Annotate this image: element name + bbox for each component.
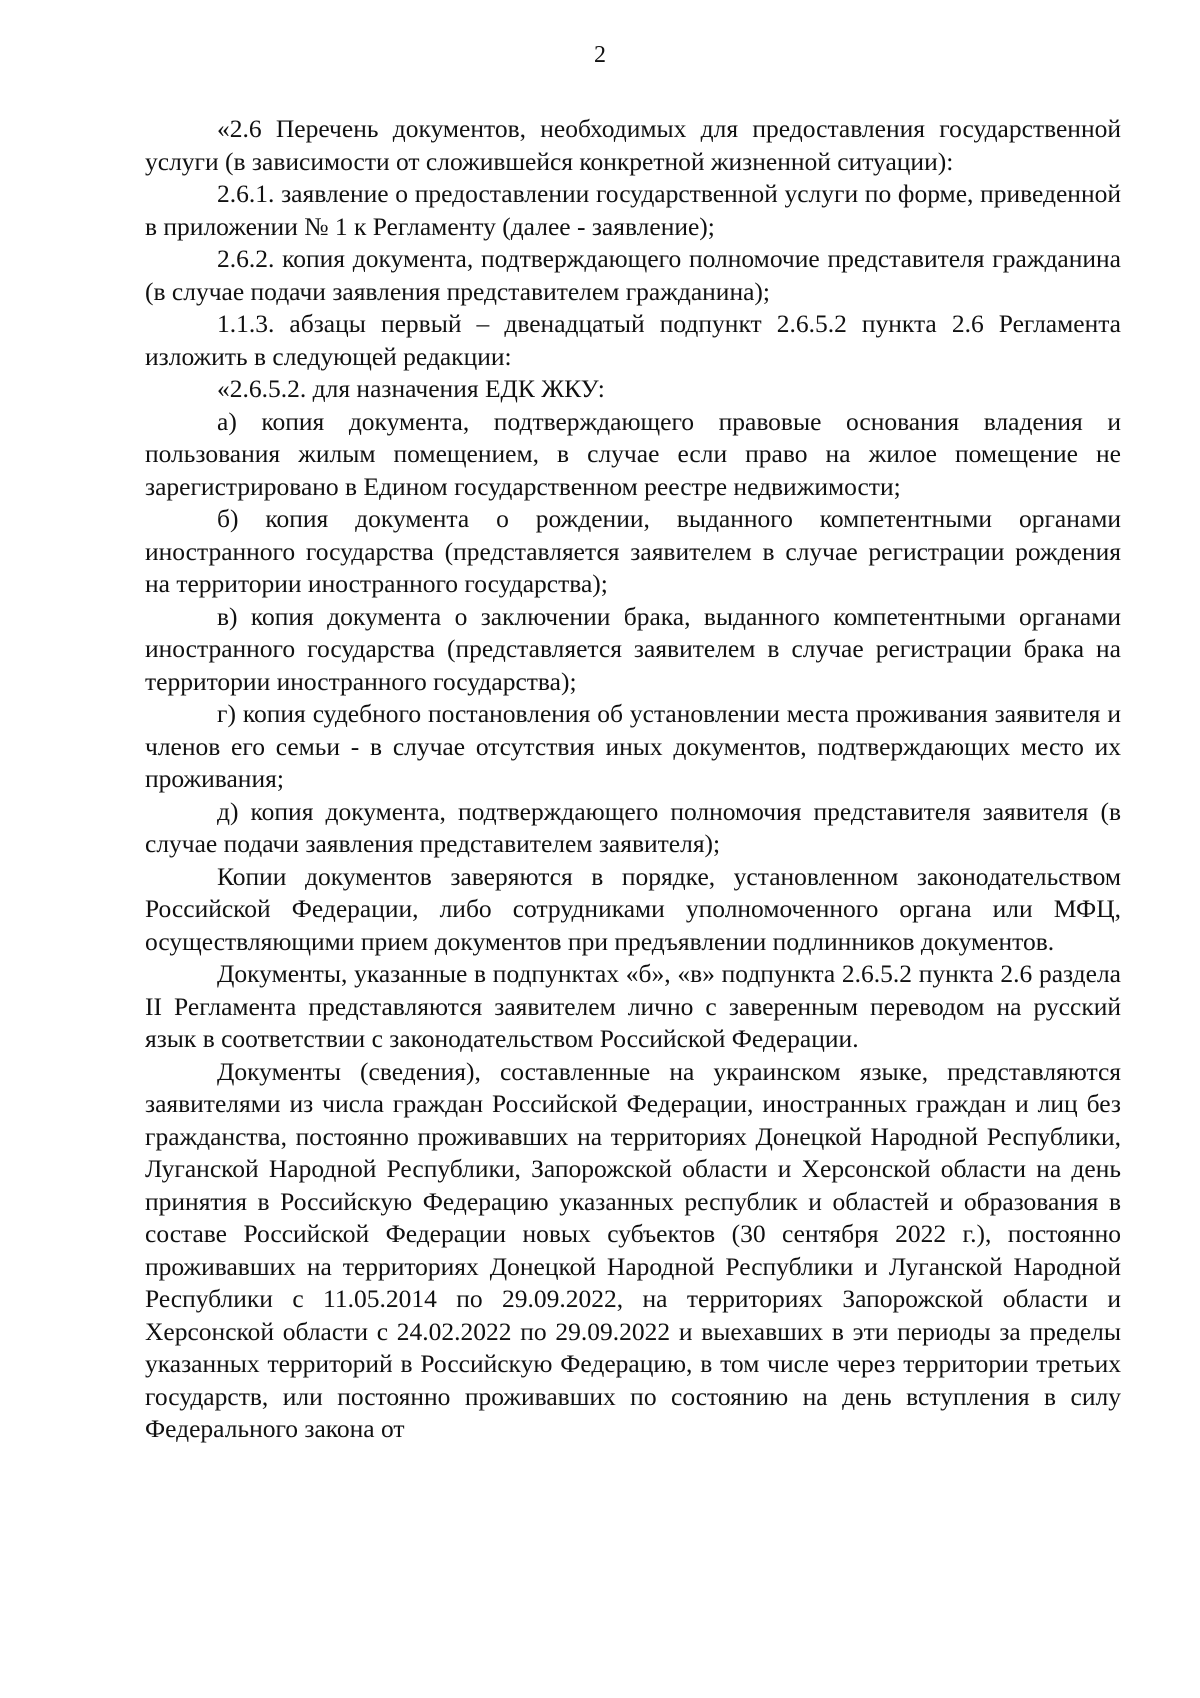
paragraph-ukrainian-documents: Документы (сведения), составленные на украинском языке, представляются заявителями из числа граждан Российской Федерации, иностранных граждан и лиц без гражданства, постоянно проживавших на территориях Донецкой Народной Республики, Луганской Народной Республики, Запорожской области и Херсонской области на день принятия в Российскую Федерацию указанных республик и областей и образования в составе Российской Федерации новых субъектов (30 сентября 2022 г.), постоянно проживавших на территориях Донецкой Народной Республики и Луганской Народной Республики с 11.05.2014 по 29.09.2022, на территориях Запорожской области и Херсонской области с 24.02.2022 по 29.09.2022 и выехавших в эти периоды за пределы указанных территорий в Российскую Федерацию, в том числе через территории третьих государств, или постоянно проживавших по состоянию на день вступления в силу Федерального закона от	[145, 1056, 1121, 1443]
paragraph-2-6-2: 2.6.2. копия документа, подтверждающего полномочие представителя гражданина (в случае подачи заявления представителем гражданина);	[145, 244, 1121, 306]
paragraph-item-g: г) копия судебного постановления об установлении места проживания заявителя и членов его семьи - в случае отсутствия иных документов, подтверждающих место их проживания;	[145, 699, 1121, 793]
paragraph-2-6-1: 2.6.1. заявление о предоставлении государственной услуги по форме, приведенной в приложении № 1 к Регламенту (далее - заявление);	[145, 179, 1121, 241]
paragraph-item-a: а) копия документа, подтверждающего правовые основания владения и пользования жилым помещением, в случае если право на жилое помещение не зарегистрировано в Едином государственном реестре недвижимости;	[145, 406, 1121, 501]
paragraph-1-1-3: 1.1.3. абзацы первый – двенадцатый подпункт 2.6.5.2 пункта 2.6 Регламента изложить в следующей редакции:	[145, 309, 1121, 371]
document-body	[145, 113, 1121, 1446]
paragraph-copies-certification: Копии документов заверяются в порядке, установленном законодательством Российской Федерации, либо сотрудниками уполномоченного органа или МФЦ, осуществляющими прием документов при предъявлении подлинников документов.	[145, 861, 1121, 956]
paragraph-item-b: б) копия документа о рождении, выданного компетентными органами иностранного государства (представляется заявителем в случае регистрации рождения на территории иностранного государства);	[145, 504, 1121, 598]
paragraph-item-v: в) копия документа о заключении брака, выданного компетентными органами иностранного государства (представляется заявителем в случае регистрации брака на территории иностранного государства);	[145, 601, 1121, 696]
paragraph-item-d: д) копия документа, подтверждающего полномочия представителя заявителя (в случае подачи заявления представителем заявителя);	[145, 796, 1121, 858]
page-number: 2	[594, 42, 606, 68]
paragraph-2-6-intro: «2.6 Перечень документов, необходимых для предоставления государственной услуги (в зависимости от сложившейся конкретной жизненной ситуации):	[145, 114, 1121, 176]
paragraph-translation-requirement: Документы, указанные в подпунктах «б», «в» подпункта 2.6.5.2 пункта 2.6 раздела II Регламента представляются заявителем лично с заверенным переводом на русский язык в соответствии с законодательством Российской Федерации.	[145, 959, 1121, 1053]
paragraph-2-6-5-2: «2.6.5.2. для назначения ЕДК ЖКУ:	[217, 374, 605, 403]
